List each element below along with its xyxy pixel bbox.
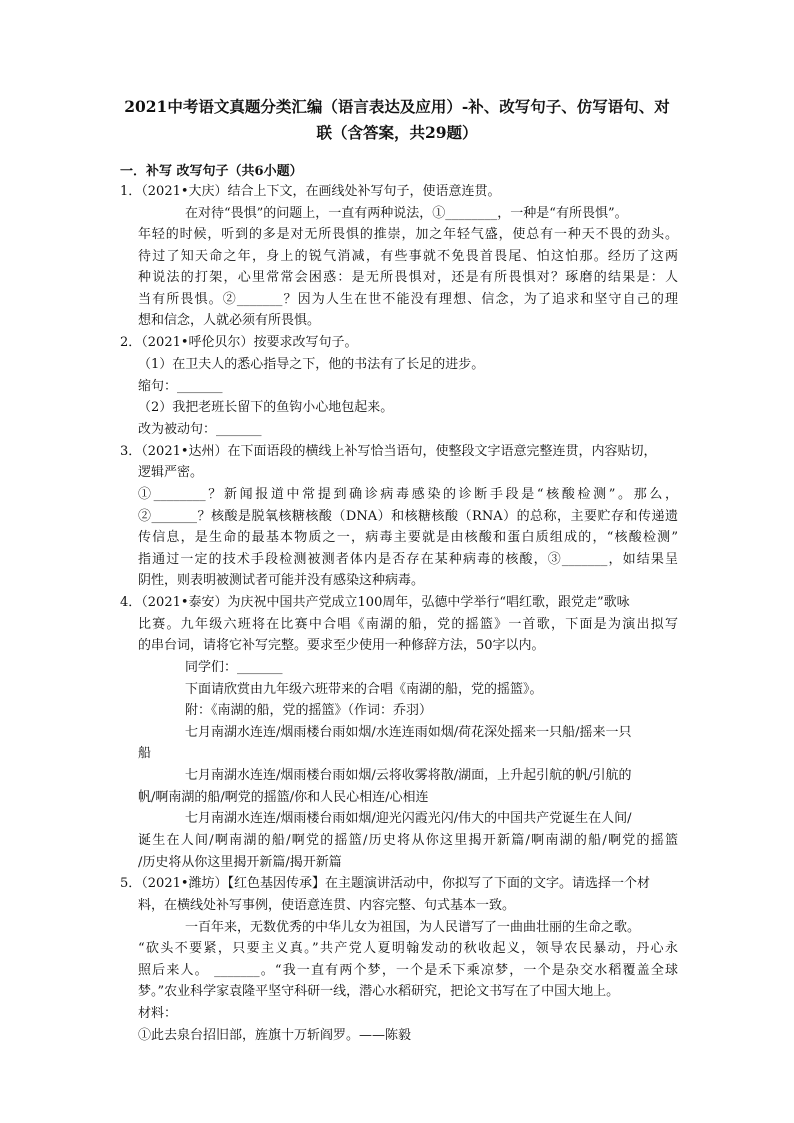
question-1-stem: 1．（2021•大庆）结合上下文，在画线处补写句子，使语意连贯。: [120, 184, 501, 199]
question-3-text: 阴性，则表明被测试者可能并没有感染这种病毒。: [138, 573, 425, 588]
question-2-item-1: （1）在卫夫人的悉心指导之下，他的书法有了长足的进步。: [138, 357, 485, 372]
question-4-stem: 4．（2021•泰安）为庆祝中国共产党成立100周年，弘德中学举行“唱红歌，跟党走”歌咏: [120, 595, 630, 610]
question-5-stem: 5．（2021•潍坊）【红色基因传承】在主题演讲活动中，你拟写了下面的文字。请选择一个材: [120, 876, 651, 891]
question-4-stem: 的串台词，请将它补写完整。要求至少使用一种修辞方法，50字以内。: [138, 638, 545, 653]
question-1-text: 当有所畏惧。②_______？因为人生在世不能没有理想、信念，为了追求和坚守自己的理: [138, 292, 678, 307]
materials-label: 材料：: [138, 1006, 178, 1021]
question-5-text: 梦。”农业科学家袁隆平坚守科研一线，潜心水稻研究，把论文书写在了中国大地上。: [138, 984, 620, 999]
lyrics-line: /历史将从你这里揭开新篇/揭开新篇: [138, 855, 342, 870]
question-4-text: 同学们：_______: [185, 660, 283, 675]
lyrics-line: 七月南湖水连连/烟雨楼台雨如烟/水连连雨如烟/荷花深处摇来一只船/摇来一只: [185, 725, 632, 740]
question-2-stem: 2．（2021•呼伦贝尔）按要求改写句子。: [120, 335, 358, 350]
lyrics-line: 帆/啊南湖的船/啊党的摇篮/你和人民心相连/心相连: [138, 790, 429, 805]
question-4-stem: 比赛。九年级六班将在比赛中合唱《南湖的船，党的摇篮》一首歌，下面是为演出拟写: [138, 617, 678, 632]
question-1-text: 想和信念，人就必须有所畏惧。: [138, 313, 321, 328]
lyrics-line: 船: [138, 746, 152, 761]
lyrics-line: 诞生在人间/啊南湖的船/啊党的摇篮/历史将从你这里揭开新篇/啊南湖的船/啊党的摇篮: [138, 833, 678, 848]
question-3-text: 传信息，是生命的最基本物质之一，病毒主要就是由核酸和蛋白质组成的，“核酸检测”: [138, 530, 678, 545]
question-1-text: 待过了知天命之年，身上的锐气消减，有些事就不免畏首畏尾、怕这怕那。经历了这两: [138, 249, 678, 264]
title-line-2: 联（含答案，共29题）: [316, 123, 478, 142]
lyrics-line: 七月南湖水连连/烟雨楼台雨如烟/云将收雾将散/湖面，上升起引航的帆/引航的: [185, 768, 632, 783]
title-line-1: 2021中考语文真题分类汇编（语言表达及应用）-补、改写句子、仿写语句、对: [124, 97, 670, 116]
document-title: [110, 94, 684, 146]
question-3-stem: 逻辑严密。: [138, 465, 204, 480]
question-2-answer-1: 缩句：_______: [138, 379, 223, 394]
question-2-item-2: （2）我把老班长留下的鱼钩小心地包起来。: [138, 400, 394, 415]
question-1-text: 年轻的时候，听到的多是对无所畏惧的推崇，加之年轻气盛，使总有一种天不畏的劲头。: [138, 227, 678, 242]
question-5-text: 一百年来，无数优秀的中华儿女为祖国，为人民谱写了一曲曲壮丽的生命之歌。: [185, 920, 641, 935]
question-3-text: ②_______？核酸是脱氧核糖核酸（DNA）和核糖核酸（RNA）的总称，主要贮存和传递遗: [138, 509, 678, 524]
material-1: ①此去泉台招旧部，旌旗十万斩阎罗。——陈毅: [138, 1028, 412, 1043]
section-heading: 一．补写 改写句子（共6小题）: [120, 164, 303, 179]
question-1-text: 种说法的打架，心里常常会困惑：是无所畏惧对，还是有所畏惧对？琢磨的结果是：人: [138, 270, 678, 285]
question-4-text: 附：《南湖的船，党的摇篮》（作词：乔羽）: [185, 703, 433, 718]
lyrics-line: 七月南湖水连连/烟雨楼台雨如烟/迎光闪霞光闪/伟大的中国共产党诞生在人间/: [185, 811, 632, 826]
question-2-answer-2: 改为被动句：_______: [138, 422, 262, 437]
question-3-text: 指通过一定的技术手段检测被测者体内是否存在某种病毒的核酸，③_______，如结果呈: [138, 552, 678, 567]
question-5-stem: 料，在横线处补写事例，使语意连贯、内容完整、句式基本一致。: [138, 898, 516, 913]
question-3-stem: 3．（2021•达州）在下面语段的横线上补写恰当语句，使整段文字语意完整连贯，内容贴切，: [120, 444, 657, 459]
question-1-text: 在对待“畏惧”的问题上，一直有两种说法，①________，一种是“有所畏惧”。: [185, 206, 628, 221]
question-4-text: 下面请欣赏由九年级六班带来的合唱《南湖的船，党的摇篮》。: [185, 682, 543, 697]
question-5-text: “砍头不要紧，只要主义真。”共产党人夏明翰发动的秋收起义，领导农民暴动，丹心永: [138, 941, 678, 956]
question-5-text: 照后来人。 _______。“我一直有两个梦，一个是禾下乘凉梦，一个是杂交水稻覆盖全球: [138, 963, 678, 978]
question-3-text: ①________？新闻报道中常提到确诊病毒感染的诊断手段是“核酸检测”。那么，: [138, 487, 678, 502]
